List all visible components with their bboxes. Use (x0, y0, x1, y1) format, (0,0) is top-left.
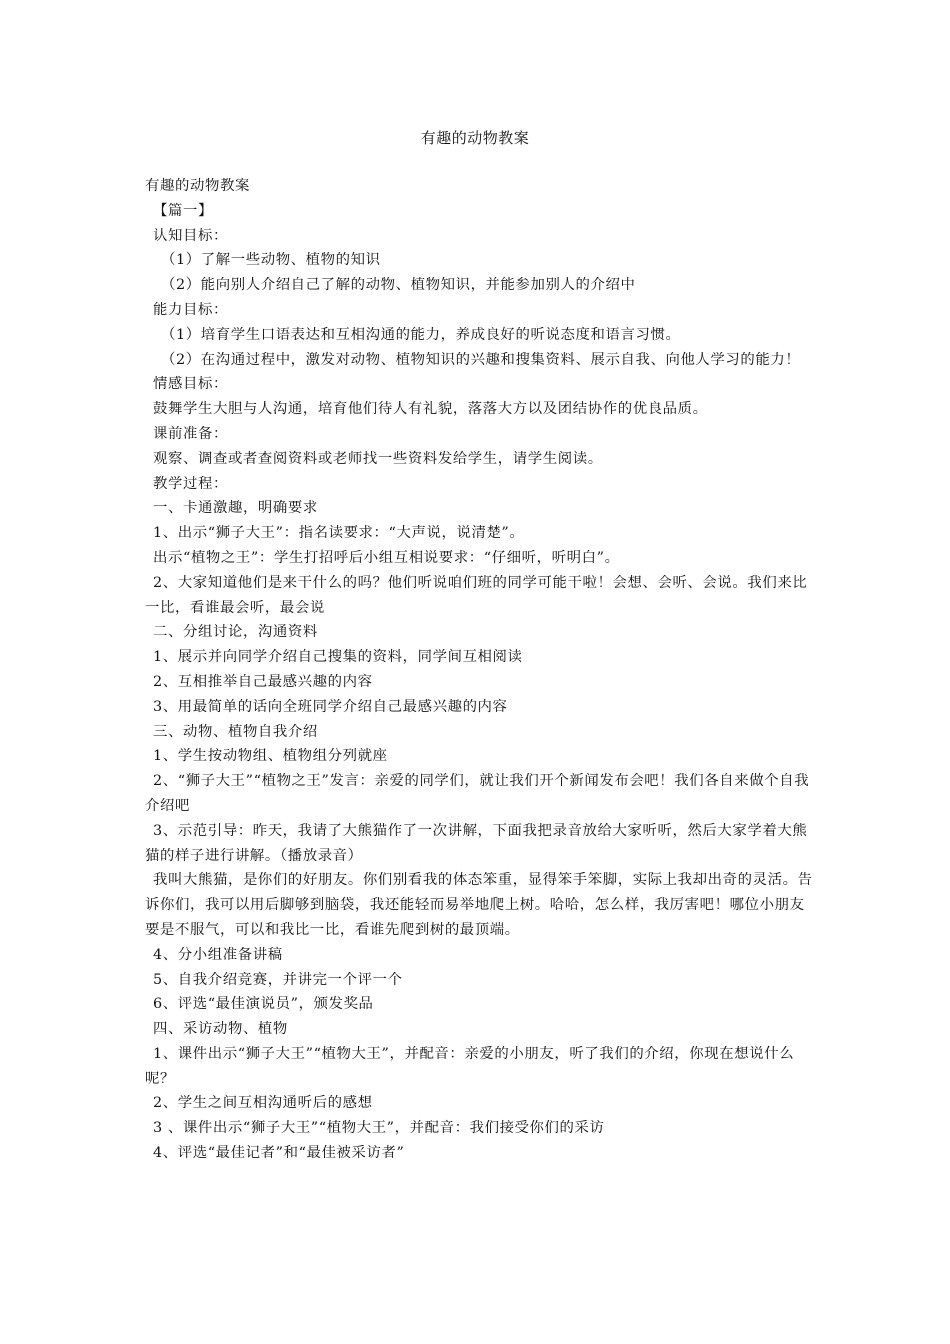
paragraph: 四、采访动物、植物 (153, 1021, 288, 1038)
paragraph: 1、展示并向同学介绍自己搜集的资料，同学间互相阅读 (153, 649, 523, 666)
paragraph: 教学过程： (153, 475, 228, 492)
paragraph: 认知目标： (153, 227, 228, 244)
paragraph: 3、用最简单的话向全班同学介绍自己最感兴趣的内容 (153, 698, 508, 715)
paragraph: 2、“狮子大王”“植物之王”发言：亲爱的同学们，就让我们开个新闻发布会吧！我们各自来做个自我介绍吧 (145, 773, 810, 814)
paragraph: 鼓舞学生大胆与人沟通，培育他们待人有礼貌，落落大方以及团结协作的优良品质。 (153, 401, 708, 418)
paragraph: 3、示范引导：昨天，我请了大熊猫作了一次讲解，下面我把录音放给大家听听，然后大家学着大熊猫的样子进行讲解。（播放录音） (145, 822, 808, 864)
paragraph: 我叫大熊猫，是你们的好朋友。你们别看我的体态笨重，显得笨手笨脚，实际上我却出奇的灵活。告诉你们，我可以用后脚够到脑袋，我还能轻而易举地爬上树。哈哈，怎么样，我厉害吧！哪位小朋友要是不服气，可以和我比一比，看谁先爬到树的最顶端。 (145, 872, 813, 938)
paragraph: 2、大家知道他们是来干什么的吗？他们听说咱们班的同学可能干啦！会想、会听、会说。我们来比一比，看谁最会听，最会说 (145, 574, 808, 616)
paragraph: 能力目标： (153, 301, 228, 318)
paragraph: 1、出示“狮子大王”：指名读要求：“大声说，说清楚”。 (153, 525, 525, 542)
paragraph: （2）在沟通过程中，激发对动物、植物知识的兴趣和搜集资料、展示自我、向他人学习的能力！ (161, 351, 801, 368)
paragraph: 出示“植物之王”：学生打招呼后小组互相说要求：“仔细听，听明白”。 (153, 549, 620, 566)
paragraph: （1）培育学生口语表达和互相沟通的能力，养成良好的听说态度和语言习惯。 (161, 326, 681, 343)
paragraph: 2、学生之间互相沟通听后的感想 (153, 1095, 373, 1112)
paragraph: 【篇一】 (153, 202, 213, 219)
paragraph: （2）能向别人介绍自己了解的动物、植物知识，并能参加别人的介绍中 (161, 277, 636, 294)
paragraph: 情感目标： (153, 376, 228, 393)
paragraph: 课前准备： (153, 425, 228, 442)
paragraph: 4、评选“最佳记者”和“最佳被采访者” (153, 1145, 405, 1162)
paragraph: 二、分组讨论，沟通资料 (153, 624, 318, 641)
paragraph: 观察、调查或者查阅资料或老师找一些资料发给学生，请学生阅读。 (153, 450, 603, 467)
paragraph: 3 、课件出示“狮子大王”“植物大王”，并配音：我们接受你们的采访 (153, 1120, 605, 1137)
paragraph: 有趣的动物教案 (145, 178, 250, 194)
paragraph: 1、课件出示“狮子大王”“植物大王”，并配音：亲爱的小朋友，听了我们的介绍，你现在想说什么呢？ (145, 1045, 795, 1087)
paragraph: 4、分小组准备讲稿 (153, 946, 283, 963)
paragraph: 1、学生按动物组、植物组分列就座 (153, 748, 388, 765)
paragraph: 6、评选“最佳演说员”，颁发奖品 (153, 996, 374, 1013)
document-body (145, 174, 813, 1166)
paragraph: 一、卡通激趣，明确要求 (153, 500, 318, 517)
paragraph: 5、自我介绍竞赛，并讲完一个评一个 (153, 971, 403, 988)
paragraph: 2、互相推举自己最感兴趣的内容 (153, 673, 373, 690)
paragraph: 三、动物、植物自我介绍 (153, 723, 318, 740)
document-title: 有趣的动物教案 (420, 129, 530, 147)
paragraph: （1）了解一些动物、植物的知识 (161, 252, 381, 269)
